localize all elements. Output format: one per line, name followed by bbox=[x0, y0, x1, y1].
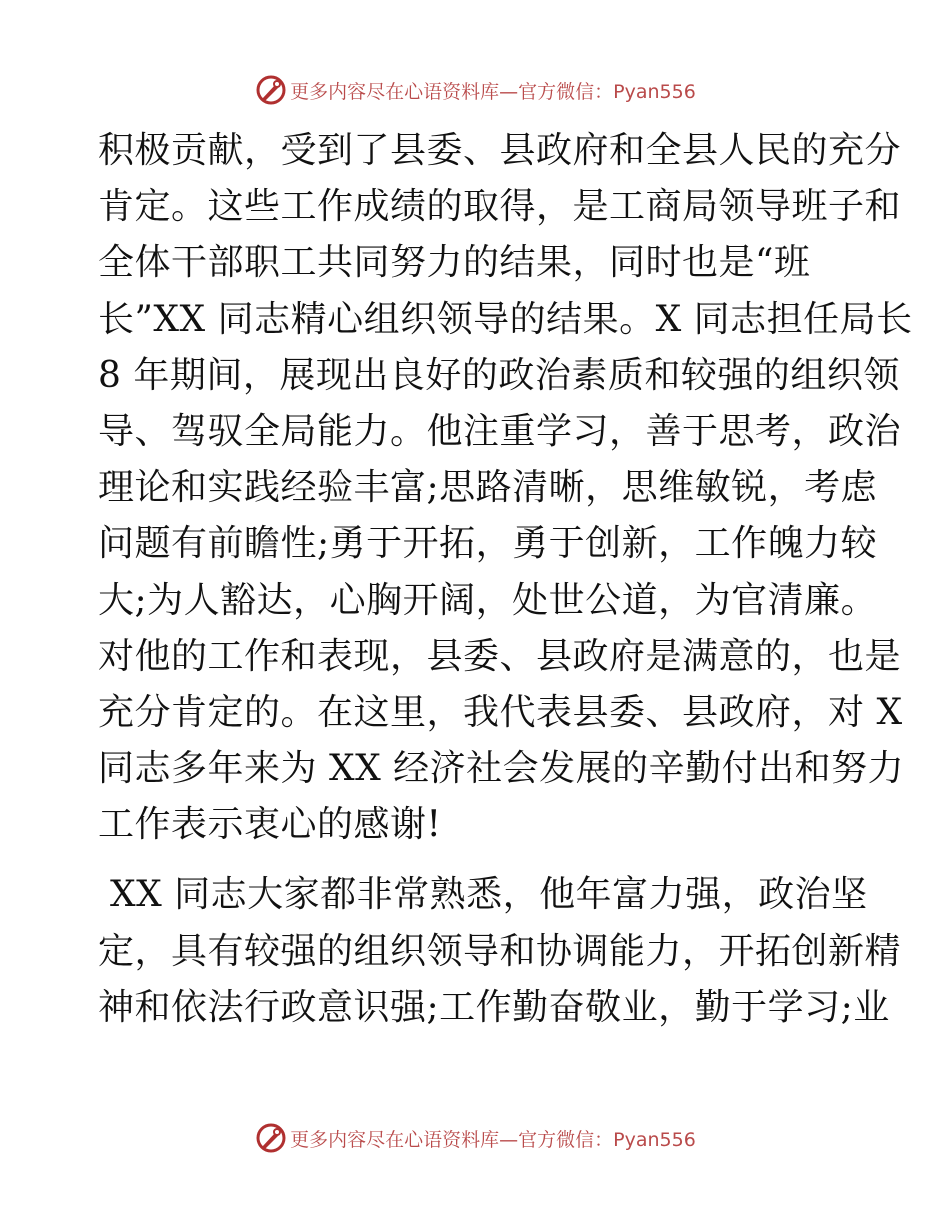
logo-icon bbox=[254, 73, 288, 107]
text-line: XX 同志大家都非常熟悉，他年富力强，政治坚 bbox=[98, 874, 868, 916]
header-banner bbox=[0, 70, 950, 110]
text-line: 全体干部职工共同努力的结果，同时也是“班 bbox=[98, 242, 811, 284]
text-line: 工作表示衷心的感谢! bbox=[98, 804, 442, 846]
text-line: 神和依法行政意识强;工作勤奋敬业，勤于学习;业 bbox=[98, 986, 890, 1028]
footer-banner bbox=[0, 1118, 950, 1158]
footer-text: 更多内容尽在心语资料库—官方微信：Pyan556 bbox=[290, 1128, 696, 1151]
text-line: 长”XX 同志精心组织领导的结果。X 同志担任局长 bbox=[98, 298, 913, 340]
text-line: 理论和实践经验丰富;思路清晰，思维敏锐，考虑 bbox=[98, 467, 878, 509]
paragraph-1 bbox=[98, 123, 913, 853]
paragraph-gap bbox=[98, 853, 858, 867]
text-line: 积极贡献，受到了县委、县政府和全县人民的充分 bbox=[98, 130, 902, 171]
text-line: 大;为人豁达，心胸开阔，处世公道，为官清廉。 bbox=[98, 579, 878, 621]
header-handle: Pyan556 bbox=[613, 80, 696, 103]
text-line: 对他的工作和表现，县委、县政府是满意的，也是 bbox=[98, 635, 902, 677]
text-line: 问题有前瞻性;勇于开拓，勇于创新，工作魄力较 bbox=[98, 523, 878, 565]
text-line: 充分肯定的。在这里，我代表县委、县政府，对 X bbox=[98, 691, 903, 733]
header-text: 更多内容尽在心语资料库—官方微信：Pyan556 bbox=[290, 80, 696, 103]
document-body bbox=[98, 123, 913, 1036]
text-line: 肯定。这些工作成绩的取得，是工商局领导班子和 bbox=[98, 186, 902, 228]
text-line: 同志多年来为 XX 经济社会发展的辛勤付出和努力 bbox=[98, 748, 905, 790]
text-line: 8 年期间，展现出良好的政治素质和较强的组织领 bbox=[98, 354, 900, 396]
paragraph-2 bbox=[98, 867, 902, 1036]
text-line: 导、驾驭全局能力。他注重学习，善于思考，政治 bbox=[98, 410, 902, 452]
footer-handle: Pyan556 bbox=[613, 1128, 696, 1151]
logo-icon bbox=[254, 1121, 288, 1155]
text-line: 定，具有较强的组织领导和协调能力，开拓创新精 bbox=[98, 930, 902, 972]
